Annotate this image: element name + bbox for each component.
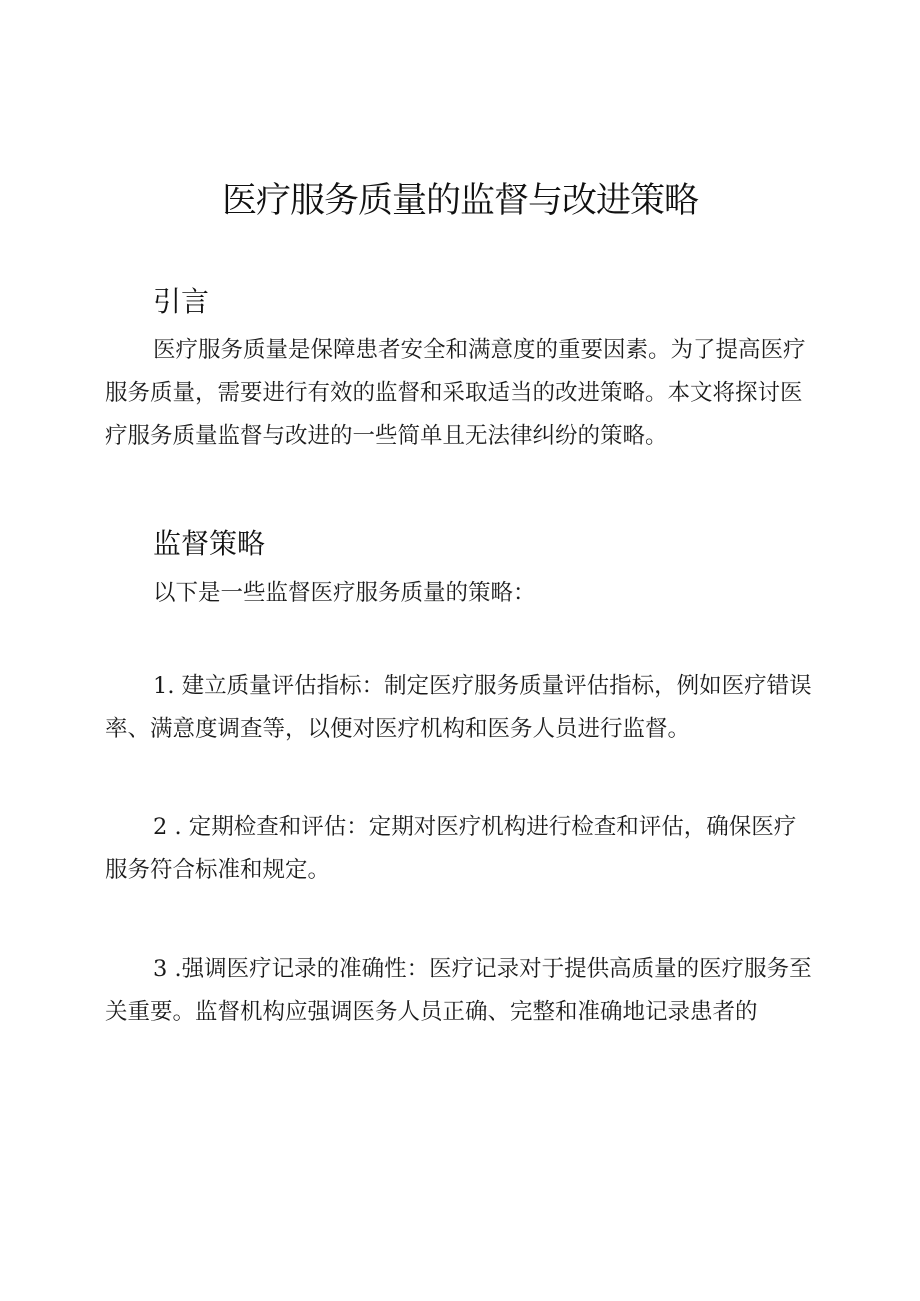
section-heading-supervision-strategies: 监督策略	[153, 527, 266, 560]
strategies-intro-paragraph: 以下是一些监督医疗服务质量的策略：	[153, 580, 536, 606]
strategy-item-3: 3 .强调医疗记录的准确性：医疗记录对于提供高质量的医疗服务至关重要。监督机构应强调医务人员正确、完整和准确地记录患者的	[105, 956, 812, 1025]
section-heading-introduction: 引言	[153, 285, 210, 318]
introduction-paragraph: 医疗服务质量是保障患者安全和满意度的重要因素。为了提高医疗服务质量，需要进行有效的监督和采取适当的改进策略。本文将探讨医疗服务质量监督与改进的一些简单且无法律纠纷的策略。	[105, 337, 806, 449]
strategy-item-2: 2 . 定期检查和评估：定期对医疗机构进行检查和评估，确保医疗服务符合标准和规定。	[105, 814, 797, 883]
document-title: 医疗服务质量的监督与改进策略	[221, 181, 698, 221]
strategy-item-1: 1. 建立质量评估指标：制定医疗服务质量评估指标，例如医疗错误率、满意度调查等，以便对医疗机构和医务人员进行监督。	[105, 673, 812, 742]
